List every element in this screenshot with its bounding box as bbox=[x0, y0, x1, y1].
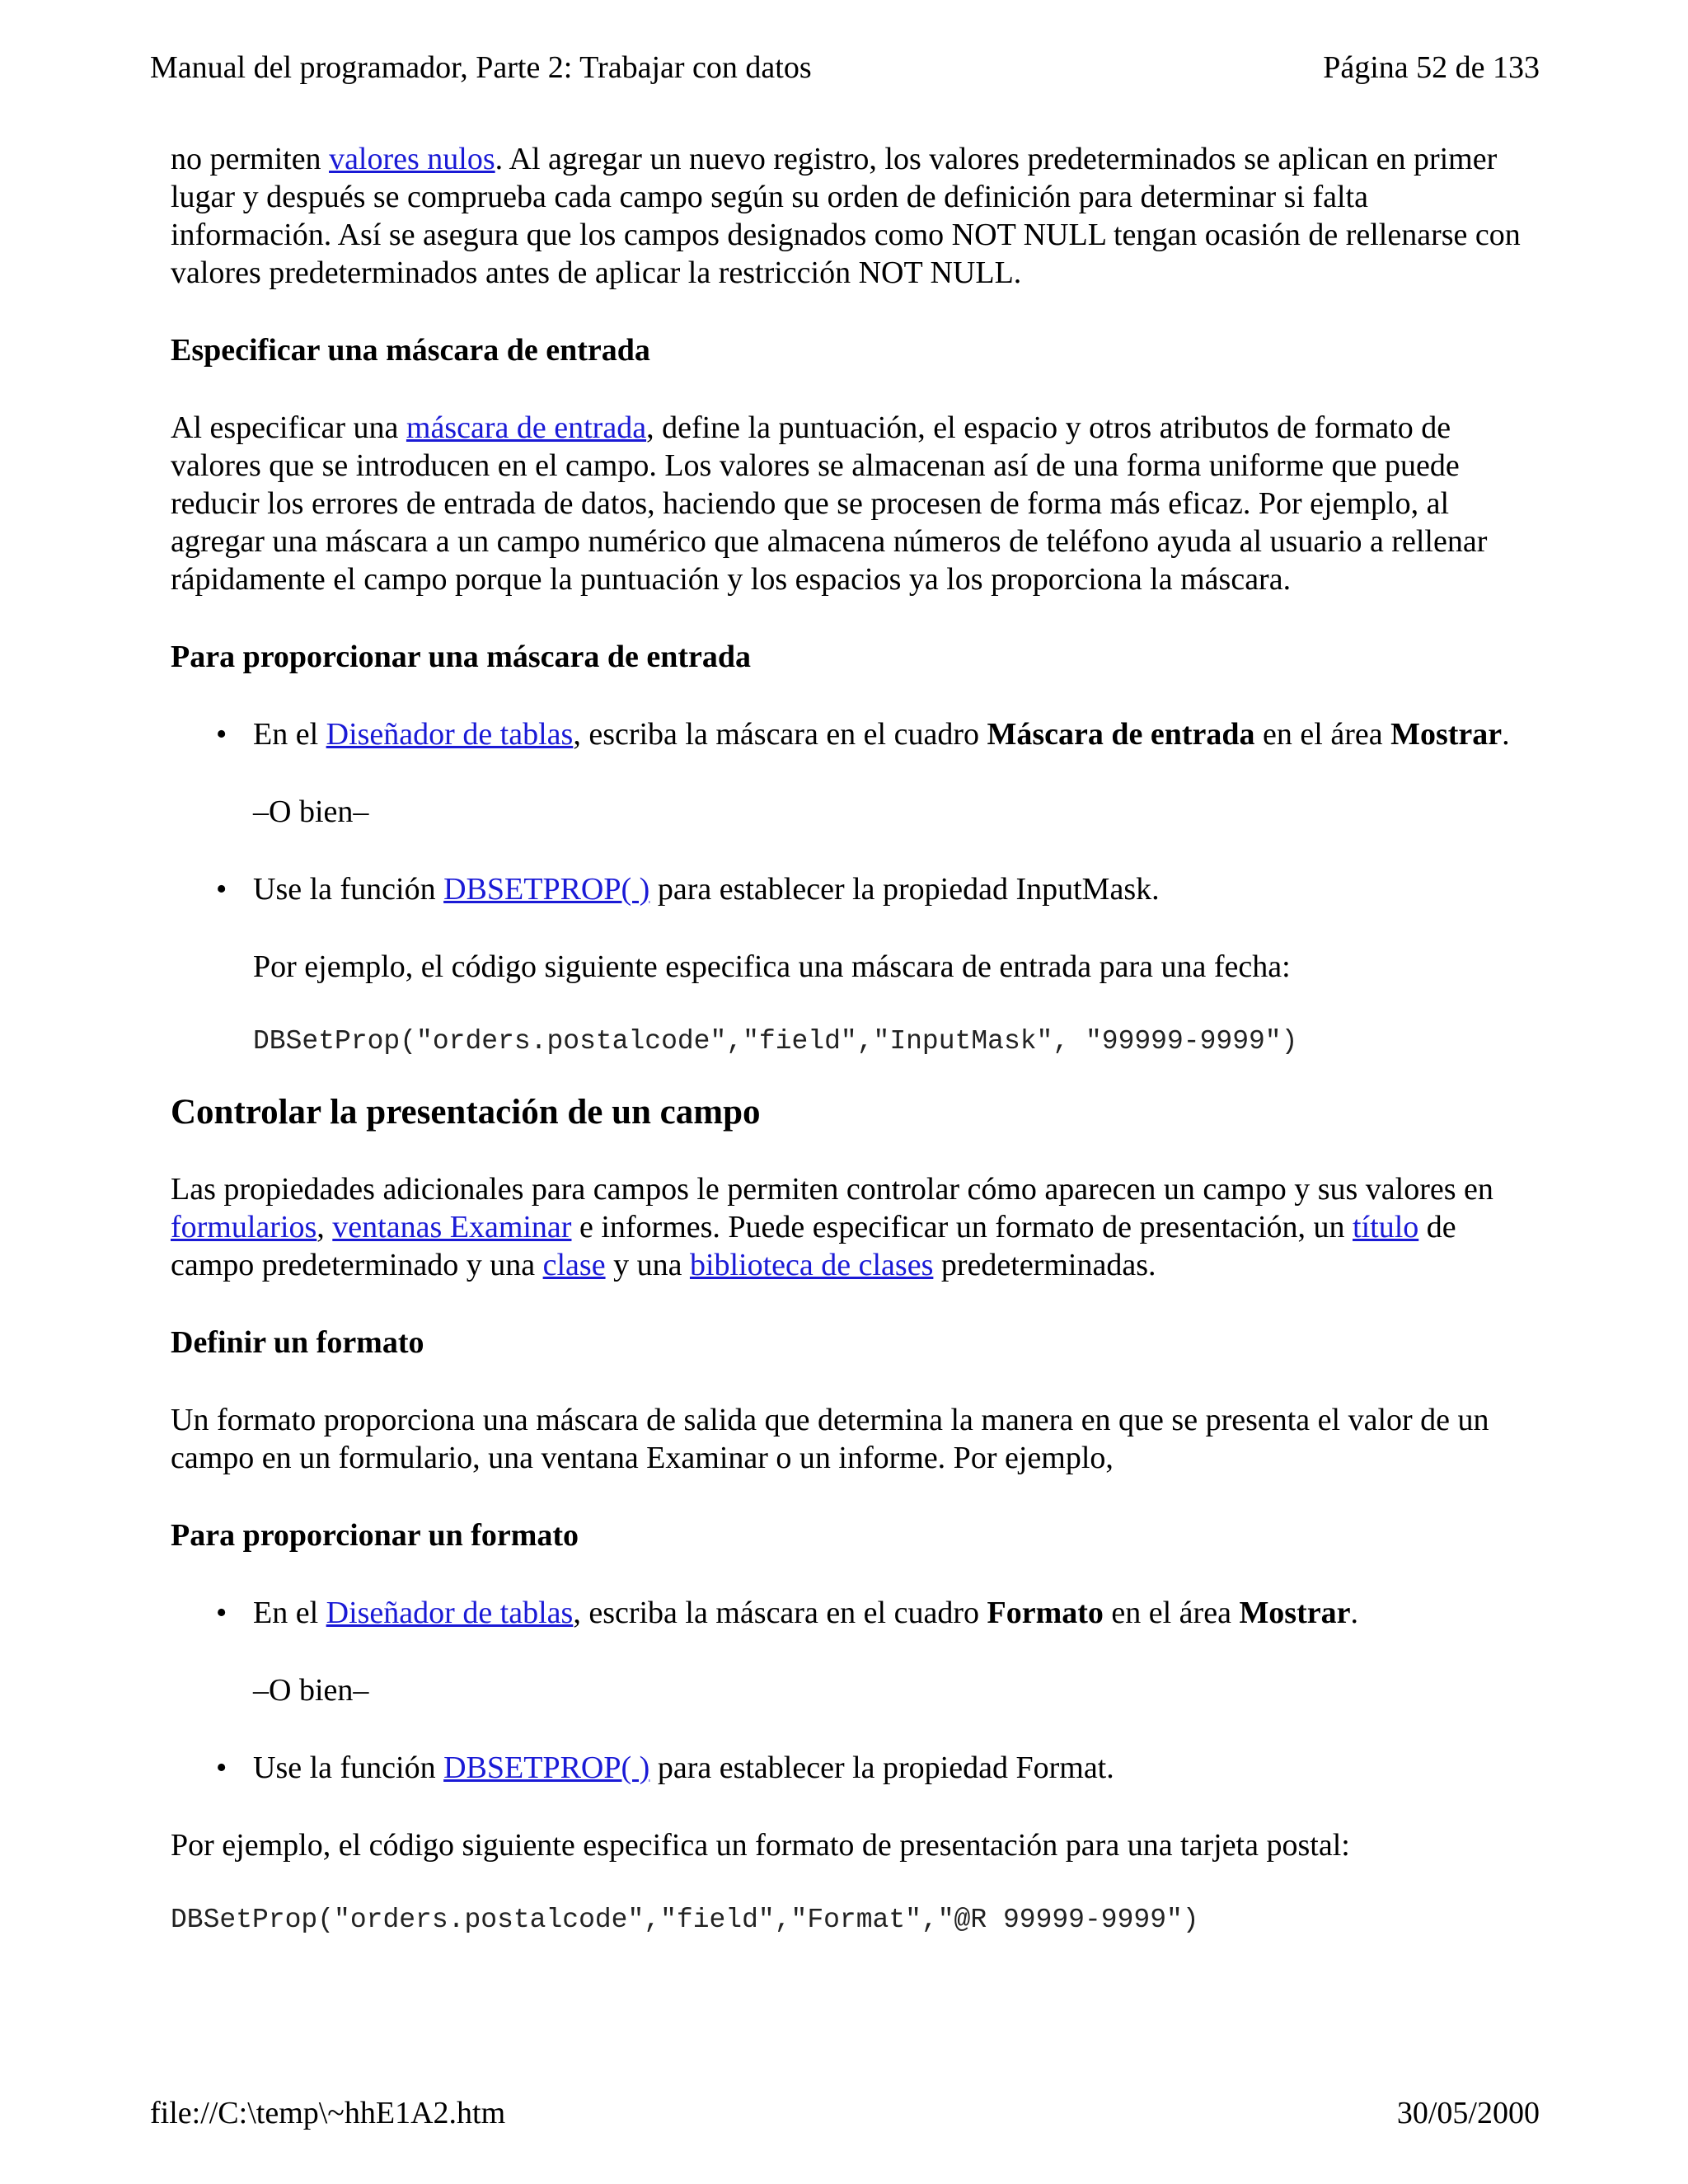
bullet-table-designer-format bbox=[171, 1594, 1522, 1632]
paragraph-mask-intro bbox=[171, 409, 1522, 598]
text: para establecer la propiedad Format. bbox=[649, 1750, 1114, 1785]
text: Use la función bbox=[253, 872, 444, 907]
link-disenador-de-tablas[interactable]: Diseñador de tablas bbox=[326, 717, 574, 752]
heading-controlar-presentacion: Controlar la presentación de un campo bbox=[171, 1093, 761, 1132]
heading-proporcionar-mascara: Para proporcionar una máscara de entrada bbox=[171, 640, 752, 674]
heading-proporcionar-formato: Para proporcionar un formato bbox=[171, 1518, 579, 1553]
heading-definir-formato: Definir un formato bbox=[171, 1325, 424, 1360]
bold-term: Formato bbox=[987, 1596, 1104, 1630]
text: , escriba la máscara en el cuadro bbox=[573, 1596, 987, 1630]
footer-file-path: file://C:\temp\~hhE1A2.htm bbox=[150, 2096, 506, 2130]
text: En el bbox=[253, 1596, 326, 1630]
bullet-dbsetprop-inputmask bbox=[171, 870, 1522, 908]
code-example-inputmask: DBSetProp("orders.postalcode","field","InputMask", "99999-9999") bbox=[253, 1026, 1298, 1057]
page-header bbox=[150, 49, 1540, 86]
text: de campo predeterminado y una bbox=[171, 1210, 1456, 1282]
text: Las propiedades adicionales para campos le permiten controlar cómo aparecen un campo y sus valores en bbox=[171, 1172, 1493, 1207]
text: . bbox=[1502, 717, 1510, 752]
link-valores-nulos[interactable]: valores nulos bbox=[329, 142, 495, 176]
bold-term: Mostrar bbox=[1390, 717, 1503, 752]
text: , define la puntuación, el espacio y otros atributos de formato de valores que se introducen en el campo. Los valores se almacenan así de una forma uniforme que puede reducir los errores de entrada de datos, haciendo que se procesen de forma más eficaz. Por ejemplo, al agregar una máscara a un campo numérico que almacena números de teléfono ayuda al usuario a rellenar rápidamente el campo porque la puntuación y los espacios ya los proporciona la máscara. bbox=[171, 410, 1488, 597]
link-dbsetprop[interactable]: DBSETPROP( ) bbox=[443, 872, 650, 907]
link-disenador-de-tablas[interactable]: Diseñador de tablas bbox=[326, 1596, 574, 1630]
text: En el bbox=[253, 717, 326, 752]
paragraph-additional-properties bbox=[171, 1170, 1522, 1284]
link-ventanas-examinar[interactable]: ventanas Examinar bbox=[332, 1210, 572, 1244]
text: , bbox=[316, 1210, 333, 1244]
text: y una bbox=[605, 1248, 690, 1282]
link-dbsetprop[interactable]: DBSETPROP( ) bbox=[443, 1750, 650, 1785]
text: para establecer la propiedad InputMask. bbox=[649, 872, 1160, 907]
text: Al especificar una bbox=[171, 410, 406, 445]
bullet-dbsetprop-format bbox=[171, 1749, 1522, 1787]
header-title: Manual del programador, Parte 2: Trabajar con datos bbox=[150, 50, 812, 85]
link-formularios[interactable]: formularios bbox=[171, 1210, 317, 1244]
or-separator: –O bien– bbox=[253, 794, 369, 829]
text: en el área bbox=[1103, 1596, 1240, 1630]
text: . Al agregar un nuevo registro, los valores predeterminados se aplican en primer lugar y después se comprueba cada campo según su orden de definición para determinar si falta información. Así se asegura que los campos designados como NOT NULL tengan ocasión de rellenarse con valores predeterminados antes de aplicar la restricción NOT NULL. bbox=[171, 142, 1521, 290]
bullet-table-designer-mask bbox=[171, 715, 1522, 753]
page-footer bbox=[150, 2095, 1540, 2131]
text: e informes. Puede especificar un formato de presentación, un bbox=[571, 1210, 1353, 1244]
paragraph-format-intro: Un formato proporciona una máscara de salida que determina la manera en que se presenta el valor de un campo en un formulario, una ventana Examinar o un informe. Por ejemplo, bbox=[171, 1403, 1489, 1475]
text: en el área bbox=[1254, 717, 1391, 752]
bold-term: Máscara de entrada bbox=[987, 717, 1255, 752]
or-separator: –O bien– bbox=[253, 1673, 369, 1708]
text: no permiten bbox=[171, 142, 330, 176]
paragraph-null-values bbox=[171, 140, 1522, 292]
text: predeterminadas. bbox=[933, 1248, 1156, 1282]
text: Use la función bbox=[253, 1750, 444, 1785]
link-mascara-de-entrada[interactable]: máscara de entrada bbox=[406, 410, 647, 445]
link-biblioteca-de-clases[interactable]: biblioteca de clases bbox=[689, 1248, 934, 1282]
link-clase[interactable]: clase bbox=[542, 1248, 606, 1282]
link-titulo[interactable]: título bbox=[1353, 1210, 1419, 1244]
code-example-format: DBSetProp("orders.postalcode","field","Format","@R 99999-9999") bbox=[171, 1905, 1199, 1935]
paragraph-example-format: Por ejemplo, el código siguiente especifica un formato de presentación para una tarjeta postal: bbox=[171, 1828, 1350, 1863]
paragraph-example-mask: Por ejemplo, el código siguiente especifica una máscara de entrada para una fecha: bbox=[253, 949, 1291, 984]
text: . bbox=[1350, 1596, 1358, 1630]
document-body bbox=[171, 140, 1522, 1937]
footer-date: 30/05/2000 bbox=[1396, 2096, 1540, 2130]
heading-especificar-mascara: Especificar una máscara de entrada bbox=[171, 333, 650, 368]
header-page-number: Página 52 de 133 bbox=[1323, 50, 1540, 85]
bold-term: Mostrar bbox=[1239, 1596, 1351, 1630]
text: , escriba la máscara en el cuadro bbox=[573, 717, 987, 752]
